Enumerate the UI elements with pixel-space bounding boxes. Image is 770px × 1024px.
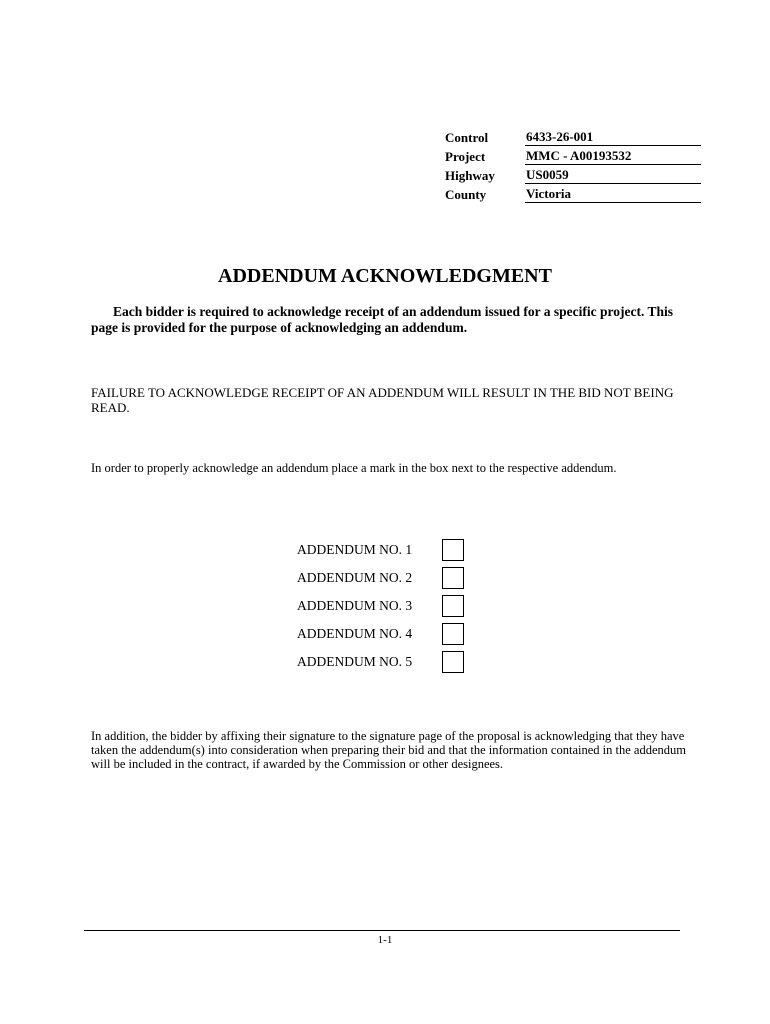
closing-paragraph: In addition, the bidder by affixing their signature to the signature page of the proposal is acknowledging that they have taken the addendum(s) into consideration when preparing their bid and that the information contained in the addendum will be included in the contract, if awarded by the Commission or other designees. [91, 729, 686, 771]
county-value: Victoria [525, 185, 701, 203]
county-label: County [445, 187, 487, 202]
intro-paragraph [91, 304, 691, 336]
addendum-row-2 [297, 564, 464, 592]
addendum-checkbox-1[interactable] [442, 539, 464, 561]
info-row-county [445, 184, 701, 203]
addendum-label-2: ADDENDUM NO. 2 [297, 570, 413, 585]
addendum-label-3: ADDENDUM NO. 3 [297, 598, 413, 613]
addendum-list [297, 536, 464, 676]
addendum-row-4 [297, 620, 464, 648]
addendum-checkbox-4[interactable] [442, 623, 464, 645]
project-label: Project [445, 149, 486, 164]
project-value: MMC - A00193532 [525, 147, 701, 165]
page-number: 1-1 [377, 934, 393, 946]
addendum-checkbox-5[interactable] [442, 651, 464, 673]
instruction-text: In order to properly acknowledge an addendum place a mark in the box next to the respective addendum. [91, 461, 617, 475]
failure-notice: FAILURE TO ACKNOWLEDGE RECEIPT OF AN ADDENDUM WILL RESULT IN THE BID NOT BEING READ. [91, 385, 674, 415]
highway-value: US0059 [525, 166, 701, 184]
addendum-label-4: ADDENDUM NO. 4 [297, 626, 413, 641]
info-row-project [445, 146, 701, 165]
info-row-control [445, 127, 701, 146]
page-title: ADDENDUM ACKNOWLEDGMENT [218, 265, 552, 287]
highway-label: Highway [445, 168, 495, 183]
control-value: 6433-26-001 [525, 128, 701, 146]
info-row-highway [445, 165, 701, 184]
addendum-row-3 [297, 592, 464, 620]
addendum-label-1: ADDENDUM NO. 1 [297, 542, 413, 557]
addendum-row-5 [297, 648, 464, 676]
addendum-checkbox-3[interactable] [442, 595, 464, 617]
project-info-block [445, 127, 701, 203]
addendum-checkbox-2[interactable] [442, 567, 464, 589]
addendum-label-5: ADDENDUM NO. 5 [297, 654, 413, 669]
footer-divider [84, 930, 680, 931]
intro-text: Each bidder is required to acknowledge receipt of an addendum issued for a specific project. This page is provided for the purpose of acknowledging an addendum. [91, 304, 674, 335]
control-label: Control [445, 130, 489, 145]
addendum-row-1 [297, 536, 464, 564]
